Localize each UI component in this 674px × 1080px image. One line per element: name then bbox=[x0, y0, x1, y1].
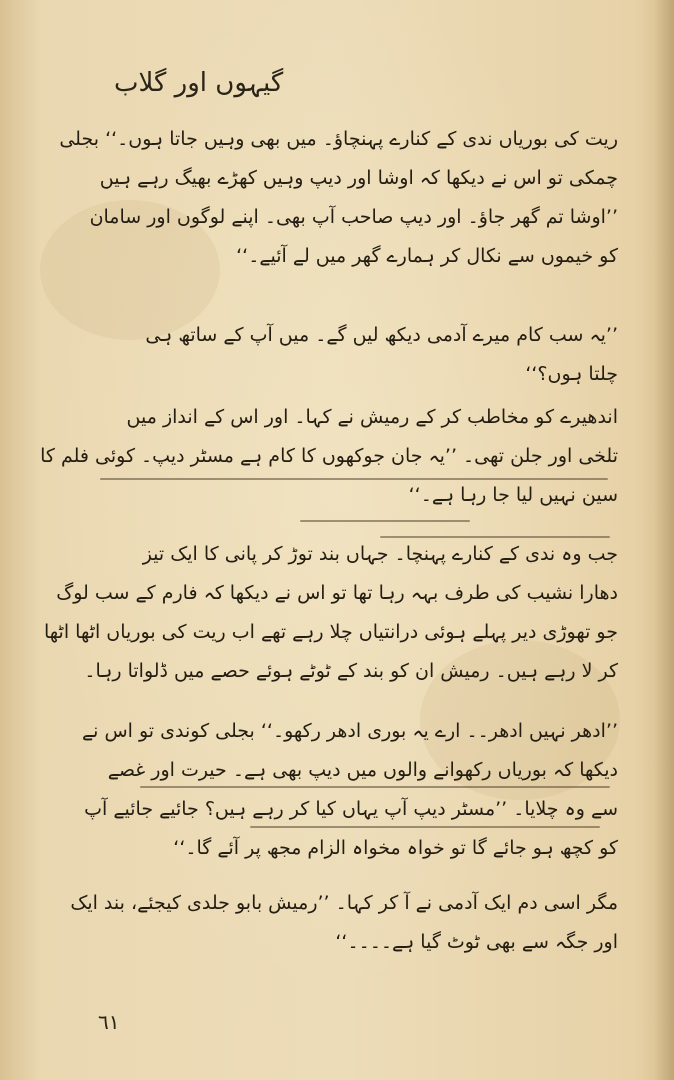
paragraph bbox=[82, 712, 618, 868]
text-line: ریت کی بوریاں ندی کے کنارے پہنچاؤ۔ میں بھی وہیں جاتا ہوں۔‘‘ بجلی bbox=[59, 128, 618, 150]
paragraph bbox=[70, 884, 618, 962]
text-line: کو خیموں سے نکال کر ہمارے گھر میں لے آئیے۔‘‘ bbox=[236, 245, 618, 267]
page-number: ٦١ bbox=[98, 1010, 120, 1034]
text-line: دیکھا کہ بوریاں رکھوانے والوں میں دیپ بھی ہے۔ حیرت اور غصے bbox=[107, 759, 618, 781]
text-line: سے وہ چلایا۔ ’’مسٹر دیپ آپ یہاں کیا کر رہے ہیں؟ جائیے جائیے آپ bbox=[84, 798, 618, 820]
text-line: ’’ادھر نہیں ادھر۔۔ ارے یہ بوری ادھر رکھو۔‘‘ بجلی کوندی تو اس نے bbox=[82, 720, 618, 742]
paragraph bbox=[100, 316, 618, 394]
text-line: اور جگہ سے بھی ٹوٹ گیا ہے۔۔۔۔‘‘ bbox=[335, 931, 618, 953]
text-line: ’’یہ سب کام میرے آدمی دیکھ لیں گے۔ میں آپ کے ساتھ ہی bbox=[145, 324, 618, 346]
paragraph bbox=[59, 120, 618, 276]
running-header bbox=[114, 68, 674, 98]
text-line: اندھیرے کو مخاطب کر کے رمیش نے کہا۔ اور اس کے انداز میں bbox=[126, 406, 618, 428]
pen-underline bbox=[300, 520, 470, 522]
text-line: دھارا نشیب کی طرف بہہ رہا تھا تو اس نے دیکھا کہ فارم کے سب لوگ bbox=[56, 582, 618, 604]
paragraph bbox=[40, 398, 618, 515]
text-line: چلتا ہوں؟‘‘ bbox=[525, 363, 618, 385]
text-line: سین نہیں لیا جا رہا ہے۔‘‘ bbox=[408, 484, 618, 506]
text-line: ’’اوشا تم گھر جاؤ۔ اور دیپ صاحب آپ بھی۔ اپنے لوگوں اور سامان bbox=[89, 206, 618, 228]
paragraph bbox=[44, 535, 618, 691]
text-line: چمکی تو اس نے دیکھا کہ اوشا اور دیپ وہیں کھڑے بھیگ رہے ہیں bbox=[99, 167, 618, 189]
running-header-text: گیہوں اور گلاب bbox=[114, 68, 284, 98]
pen-underline bbox=[380, 536, 610, 538]
text-line: مگر اسی دم ایک آدمی نے آ کر کہا۔ ’’رمیش بابو جلدی کیجئے، بند ایک bbox=[70, 892, 618, 914]
text-line: کر لا رہے ہیں۔ رمیش ان کو بند کے ٹوٹے ہوئے حصے میں ڈلواتا رہا۔ bbox=[84, 660, 618, 682]
pen-underline bbox=[250, 826, 600, 828]
text-line: جو تھوڑی دیر پہلے ہوئی درانتیاں چلا رہے تھے اب ریت کی بوریاں اٹھا اٹھا bbox=[44, 621, 618, 643]
pen-underline bbox=[140, 786, 610, 788]
text-line: کو کچھ ہو جائے گا تو خواہ مخواہ الزام مجھ پر آئے گا۔‘‘ bbox=[173, 837, 618, 859]
pen-underline bbox=[100, 478, 608, 480]
text-line: تلخی اور جلن تھی۔ ’’یہ جان جوکھوں کا کام ہے مسٹر دیپ۔ کوئی فلم کا bbox=[40, 445, 618, 467]
text-line: جب وہ ندی کے کنارے پہنچا۔ جہاں بند توڑ کر پانی کا ایک تیز bbox=[142, 543, 618, 565]
page-gutter-shadow bbox=[654, 0, 674, 1080]
